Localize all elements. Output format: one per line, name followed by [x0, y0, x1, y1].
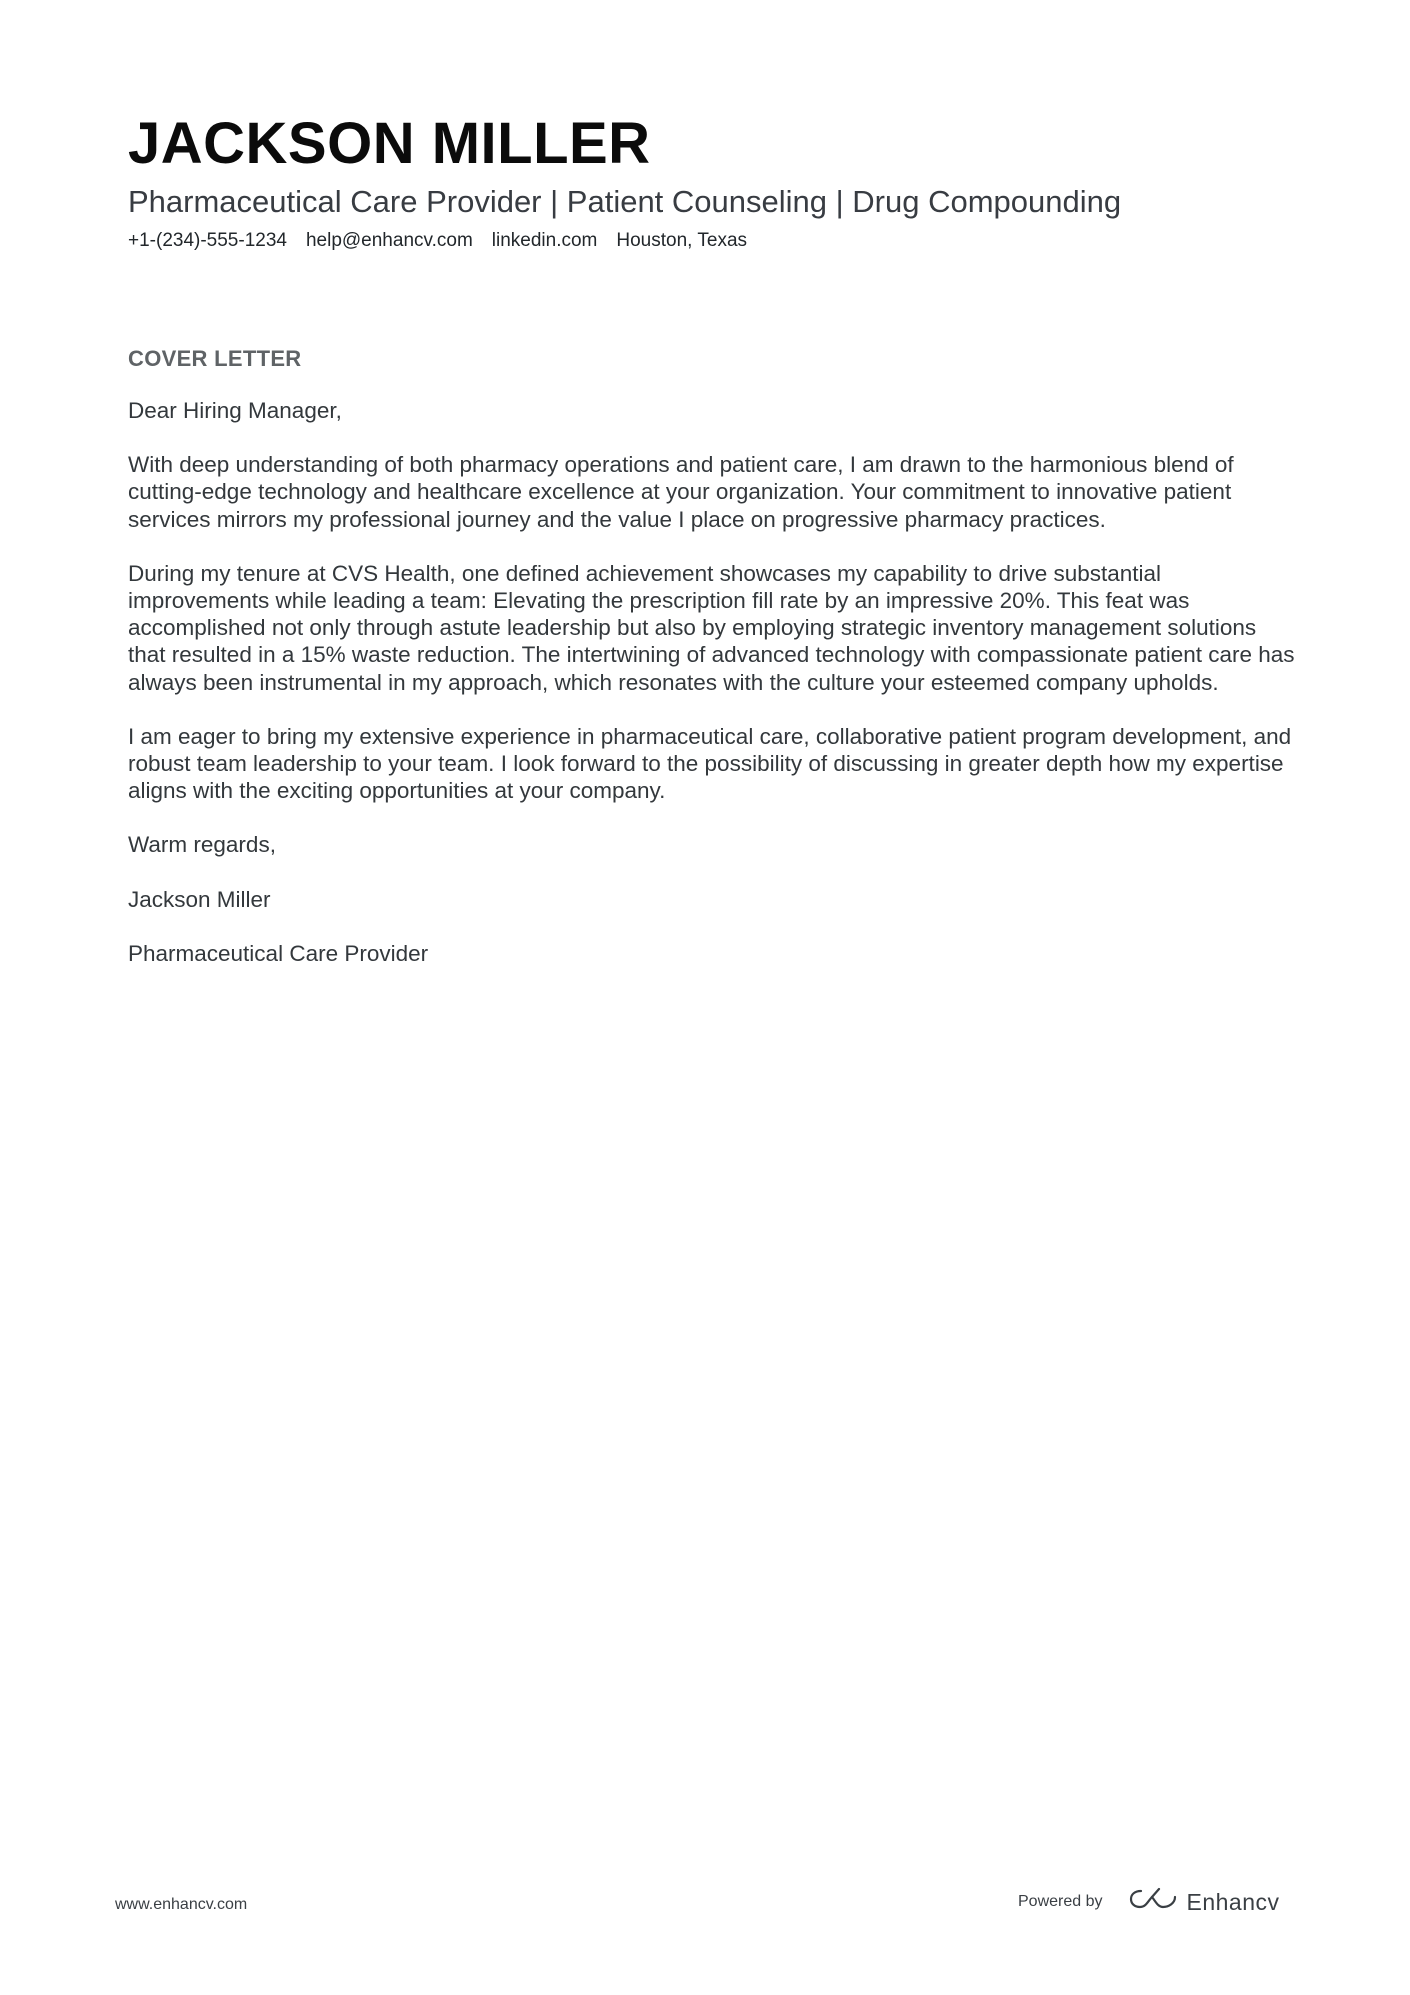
footer-website[interactable]: www.enhancv.com [115, 1896, 248, 1913]
signature-title: Pharmaceutical Care Provider [128, 940, 429, 966]
candidate-headline: Pharmaceutical Care Provider | Patient Counseling | Drug Compounding [128, 184, 1122, 219]
signature-name: Jackson Miller [128, 886, 271, 912]
brand-name: Enhancv [1186, 1888, 1280, 1915]
section-title: COVER LETTER [128, 346, 302, 371]
letter-body [128, 397, 1298, 994]
letter-greeting: Dear Hiring Manager, [128, 398, 342, 423]
footer-branding [1018, 1886, 1280, 1917]
contact-phone[interactable]: +1-(234)-555-1234 [128, 230, 287, 251]
contact-location: Houston, Texas [616, 230, 748, 251]
letter-paragraph: With deep understanding of both pharmacy operations and patient care, I am drawn to the harmonious blend of cutting-edge technology and healthcare excellence at your organization. Your commitment to innovative patient services mirrors my professional journey and the value I place on progressive pharmacy practices. [128, 452, 1234, 532]
letter-paragraph: During my tenure at CVS Health, one defined achievement showcases my capability to drive substantial improvements while leading a team: Elevating the prescription fill rate by an impressive 20%. This feat was accomplished not only through astute leadership but also by employing strategic inventory management solutions that resulted in a 15% waste reduction. The intertwining of advanced technology with compassionate patient care has always been instrumental in my approach, which resonates with the culture your esteemed company upholds. [128, 560, 1295, 695]
letter-paragraph: I am eager to bring my extensive experience in pharmaceutical care, collaborative patient program development, and robust team leadership to your team. I look forward to the possibility of discussing in greater depth how my expertise aligns with the exciting opportunities at your company. [128, 723, 1292, 804]
enhancv-logo-icon [1129, 1886, 1177, 1917]
powered-by-label: Powered by [1018, 1892, 1103, 1910]
contact-info [128, 228, 1308, 254]
candidate-name: JACKSON MILLER [128, 111, 651, 176]
letter-closing: Warm regards, [128, 832, 276, 858]
resume-header [128, 108, 1308, 254]
brand-logo[interactable] [1129, 1886, 1280, 1917]
contact-email[interactable]: help@enhancv.com [305, 230, 473, 251]
contact-linkedin[interactable]: linkedin.com [491, 230, 598, 251]
